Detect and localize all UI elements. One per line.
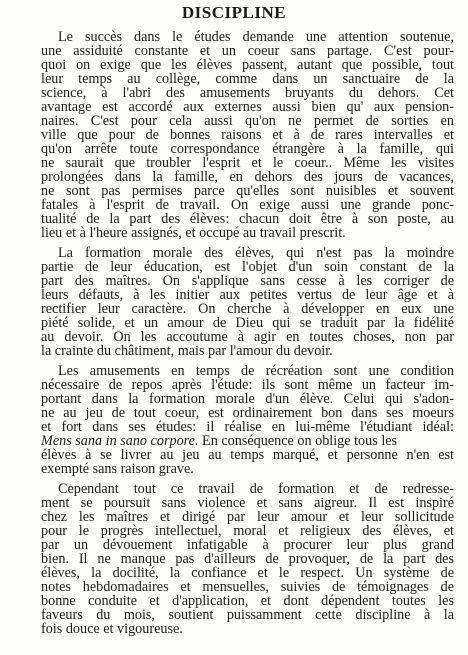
text-line: La formation morale des élèves, qui n'est pas la moindre xyxy=(58,245,454,261)
text-line: élèves à se livrer au jeu au temps marqué, et personne n'en est xyxy=(41,447,454,463)
text-line: fatales à l'esprit de travail. On exige aussi une grande ponc- xyxy=(41,197,454,213)
text-line: nécessaire de repos après l'étude: ils sont même un facteur im- xyxy=(41,377,454,393)
text-line: Cependant tout ce travail de formation et de redresse- xyxy=(58,481,454,497)
text-line: par un dévouement infatigable à procurer leur plus grand xyxy=(41,537,454,553)
text-line: pour le progrès intellectuel, moral et religieux des élèves, et xyxy=(41,523,454,539)
text-line: une assiduité constante et un coeur sans partage. C'est pour- xyxy=(41,43,454,59)
text-line: ne sont pas permises parce qu'elles sont nuisibles et souvent xyxy=(41,183,454,199)
text-line: rectifier leur caractère. On cherche à développer en eux une xyxy=(41,301,454,317)
text-line: ne au jeu de tout coeur, est ordinairement bon dans ses moeurs xyxy=(41,405,454,421)
text-line: chez les maîtres et dirigé par leur amour et leur sollicitude xyxy=(41,509,454,525)
text-line: Les amusements en temps de récréation sont une condition xyxy=(58,363,454,379)
text-line: quoi on exige que les élèves passent, autant que possible, tout xyxy=(41,57,454,73)
text-line: la crainte du châtiment, mais par l'amour du devoir. xyxy=(41,343,333,359)
text-line: leurs défauts, à les initier aux petites vertus de leur âge et à xyxy=(41,287,454,303)
text-line: avantage est accordé aux externes aussi bien qu' aux pension- xyxy=(41,99,454,115)
text-line: fois douce et vigoureuse. xyxy=(41,621,183,637)
latin-quote: Mens sana in sano corpore. xyxy=(41,433,199,449)
text-line: au devoir. On les accoutume à agir en toutes choses, non par xyxy=(41,329,454,345)
text-line: notes hebdomadaires et mensuelles, suivies de témoignages de xyxy=(41,579,454,595)
page-title: DISCIPLINE xyxy=(181,3,287,22)
text-line: faveurs du mois, soutient puissamment cette discipline à la xyxy=(41,607,454,623)
text-line: exempté sans raison grave. xyxy=(41,461,194,477)
text-line: et fort dans ses études: il réalise en lui-même l'étudiant idéal: xyxy=(41,419,454,435)
text-line: part des maîtres. On s'applique sans cesse à les corriger de xyxy=(41,273,454,289)
text-line: partie de leur éducation, est l'objet d'un soin constant de la xyxy=(41,259,454,275)
text-line: tualité de la part des élèves: chacun doit être à son poste, au xyxy=(41,211,454,227)
text-line: ne saurait que troubler l'esprit et le coeur.. Même les visites xyxy=(41,155,454,171)
text-line: qu'on arrête toute correspondance étrangère à la famille, qui xyxy=(41,141,454,157)
text-line: bien. Il ne manque pas d'ailleurs de provoquer, de la part des xyxy=(41,551,454,567)
text-line: élèves, la docilité, la confiance et le respect. Un système de xyxy=(41,565,454,581)
text-line-tail: En conséquence on oblige tous les xyxy=(198,433,398,449)
text-line: bonne conduite et d'application, et dont dépendent toutes les xyxy=(41,593,454,609)
text-line: prolongées dans la famille, en dehors des jours de vacances, xyxy=(41,169,454,185)
text-line: ment se poursuit sans violence et sans aigreur. Il est inspiré xyxy=(41,495,454,511)
text-line: Le succès dans le études demande une attention soutenue, xyxy=(58,29,454,45)
text-line: portant dans la formation morale d'un élève. Celui qui s'adon- xyxy=(41,391,454,407)
text-line: naires. C'est pour cela aussi qu'on ne permet de sorties en xyxy=(41,113,454,129)
text-line: leur temps au collège, comme dans un sanctuaire de la xyxy=(41,71,454,87)
text-line: lieu et à l'heure assignés, et occupé au travail prescrit. xyxy=(41,225,346,241)
text-line: ville que pour de bonnes raisons et à de rares intervalles et xyxy=(41,127,454,143)
text-line: science, à l'abri des amusements bruyants du dehors. Cet xyxy=(41,85,454,101)
text-line: piété solide, et un amour de Dieu qui se traduit par la fidélité xyxy=(41,315,454,331)
